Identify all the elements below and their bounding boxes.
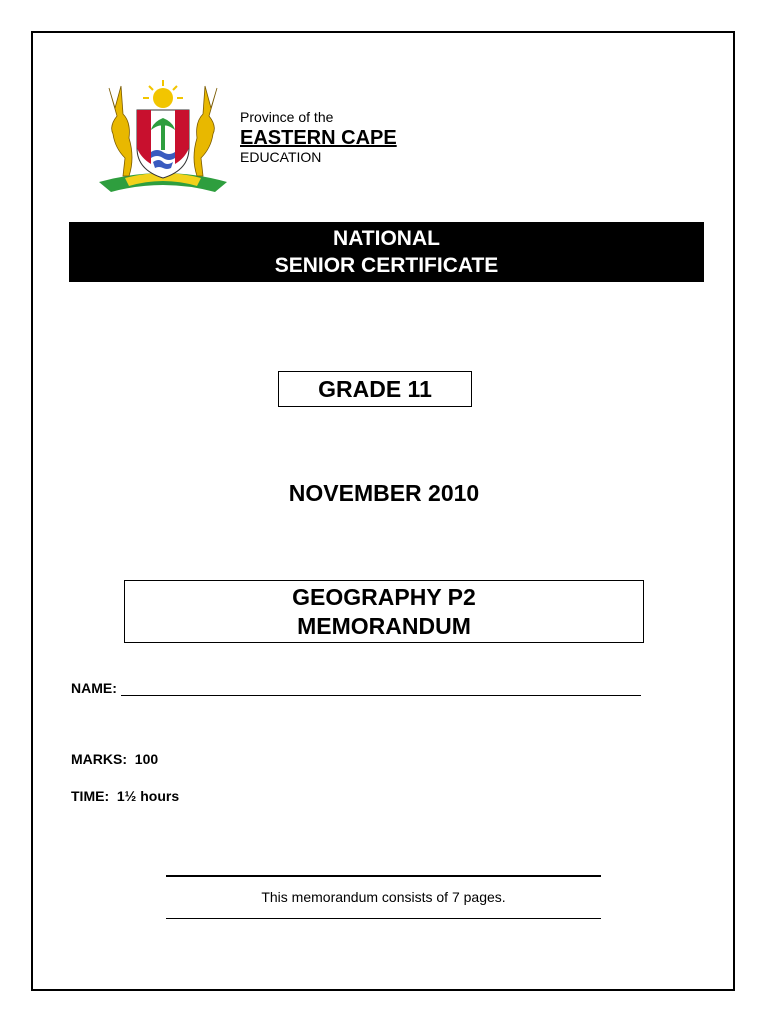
subject-line-1: GEOGRAPHY P2 <box>292 583 476 610</box>
marks-value: 100 <box>134 751 159 767</box>
province-line: Province of the <box>240 109 334 125</box>
subject-box <box>124 580 644 643</box>
banner-line-2: SENIOR CERTIFICATE <box>274 254 499 277</box>
name-row <box>71 680 641 696</box>
certificate-banner <box>69 222 704 282</box>
footer-rule-top <box>166 875 601 877</box>
grade-box <box>278 371 472 407</box>
marks-row <box>71 751 158 767</box>
page-count-note: This memorandum consists of 7 pages. <box>261 889 506 905</box>
province-heading <box>240 110 397 164</box>
name-field[interactable] <box>121 681 641 696</box>
footer-rule-bottom <box>166 918 601 919</box>
time-value: 1½ hours <box>116 788 180 804</box>
grade-label: GRADE 11 <box>318 375 432 402</box>
coat-of-arms-icon <box>95 78 231 200</box>
subject-line-2: MEMORANDUM <box>297 612 471 639</box>
province-name: EASTERN CAPE <box>240 127 397 149</box>
time-label: TIME: <box>71 788 110 804</box>
department-name: EDUCATION <box>240 149 322 165</box>
banner-line-1: NATIONAL <box>333 226 440 250</box>
exam-date: NOVEMBER 2010 <box>288 480 480 506</box>
time-row <box>71 788 179 804</box>
marks-label: MARKS: <box>71 751 127 767</box>
name-label: NAME: <box>71 680 117 696</box>
